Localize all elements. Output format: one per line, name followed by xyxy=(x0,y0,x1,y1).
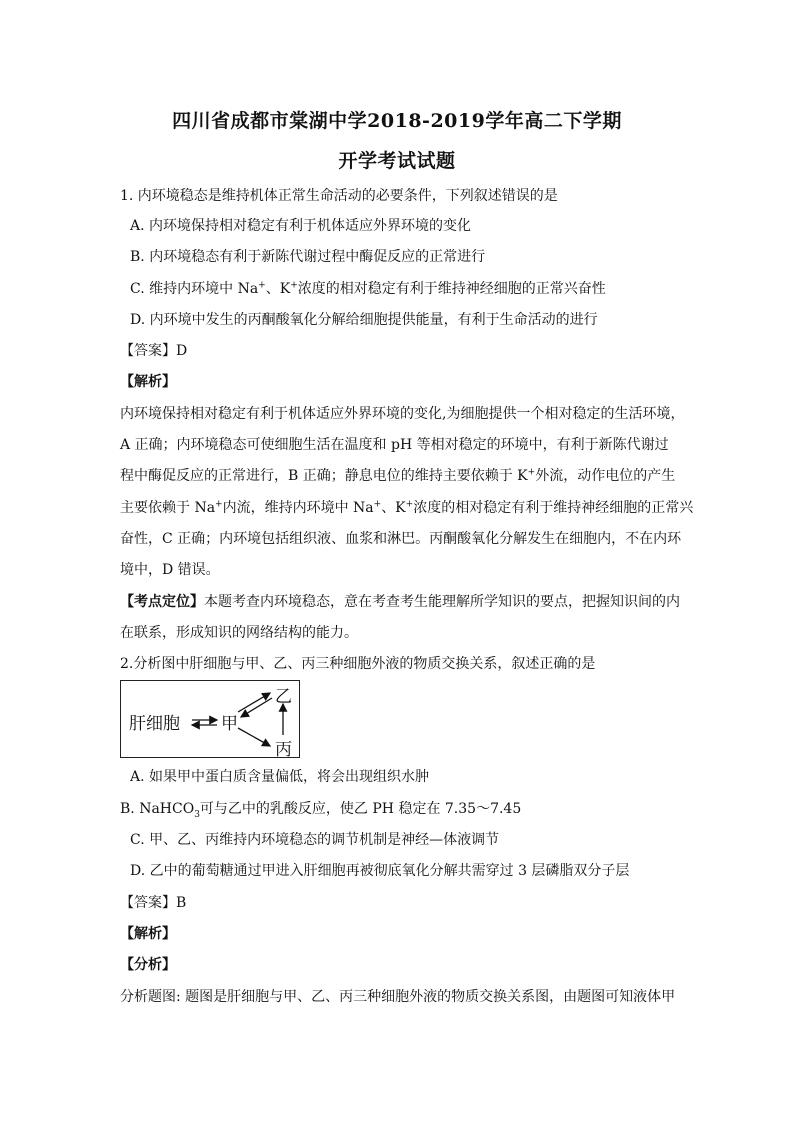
q2-fenxi-line: 分析题图: 题图是肝细胞与甲、乙、丙三种细胞外液的物质交换关系图，由题图可知液体甲 xyxy=(120,989,676,1005)
q2-option-c: C. 甲、乙、丙维持内环境稳态的调节机制是神经—体液调节 xyxy=(130,832,500,848)
diagram-liver-cell: 肝细胞 xyxy=(129,714,180,734)
q1-point-line: 【考点定位】本题考查内环境稳态，意在考查考生能理解所学知识的要点，把握知识间的内 xyxy=(120,594,680,610)
q2-stem: 2.分析图中肝细胞与甲、乙、丙三种细胞外液的物质交换关系，叙述正确的是 xyxy=(120,656,596,672)
q1-explanation-line: 境中，D 错误。 xyxy=(120,562,220,578)
q1-explanation-line: 内环境保持相对稳定有利于机体适应外界环境的变化,为细胞提供一个相对稳定的生活环境， xyxy=(120,406,685,422)
q2-fenxi-label: 【分析】 xyxy=(120,957,176,973)
q1-explanation-line: 奋性，C 正确；内环境包括组织液、血浆和淋巴。丙酮酸氧化分解发生在细胞内，不在内环 xyxy=(120,531,682,547)
q1-stem: 1. 内环境稳态是维持机体正常生命活动的必要条件，下列叙述错误的是 xyxy=(120,188,558,204)
arrow-jia-to-bing xyxy=(238,728,270,746)
q1-option-a: A. 内环境保持相对稳定有利于机体适应外界环境的变化 xyxy=(130,218,472,234)
q1-point-line: 在联系，形成知识的网络结构的能力。 xyxy=(120,625,358,641)
q2-answer: 【答案】B xyxy=(120,895,187,911)
q1-explanation-line: 主要依赖于 Na+内流，维持内环境中 Na+、K+浓度的相对稳定有利于维持神经细胞的正常兴 xyxy=(120,499,694,516)
q2-option-b: B. NaHCO$_3$可与乙中的乳酸反应，使乙 PH 稳定在 7.35～7.45 xyxy=(120,801,522,820)
q1-answer: 【答案】D xyxy=(120,343,188,359)
q1-option-c: C. 维持内环境中 Na+、K+浓度的相对稳定有利于维持神经细胞的正常兴奋性 xyxy=(130,280,606,297)
diagram-node-jia: 甲 xyxy=(221,714,238,734)
exchange-diagram xyxy=(120,680,300,758)
q2-option-a: A. 如果甲中蛋白质含量偏低，将会出现组织水肿 xyxy=(130,769,430,785)
diagram-node-bing: 丙 xyxy=(275,740,292,760)
q2-option-d: D. 乙中的葡萄糖通过甲进入肝细胞再被彻底氧化分解共需穿过 3 层磷脂双分子层 xyxy=(130,863,630,879)
q1-option-b: B. 内环境稳态有利于新陈代谢过程中酶促反应的正常进行 xyxy=(130,249,486,265)
page-title: 四川省成都市棠湖中学2018-2019学年高二下学期 xyxy=(172,110,622,132)
q2-analysis-label: 【解析】 xyxy=(120,926,176,942)
diagram-arrows xyxy=(120,680,300,758)
q1-analysis-label: 【解析】 xyxy=(120,374,176,390)
q1-explanation-line: A 正确；内环境稳态可使细胞生活在温度和 pH 等相对稳定的环境中，有利于新陈代谢过 xyxy=(120,437,669,453)
diagram-node-yi: 乙 xyxy=(275,687,292,707)
q1-option-d: D. 内环境中发生的丙酮酸氧化分解给细胞提供能量，有利于生命活动的进行 xyxy=(130,312,598,328)
page-subtitle: 开学考试试题 xyxy=(338,150,456,172)
q1-explanation-line: 程中酶促反应的正常进行，B 正确；静息电位的维持主要依赖于 K+外流，动作电位的产生 xyxy=(120,467,676,484)
